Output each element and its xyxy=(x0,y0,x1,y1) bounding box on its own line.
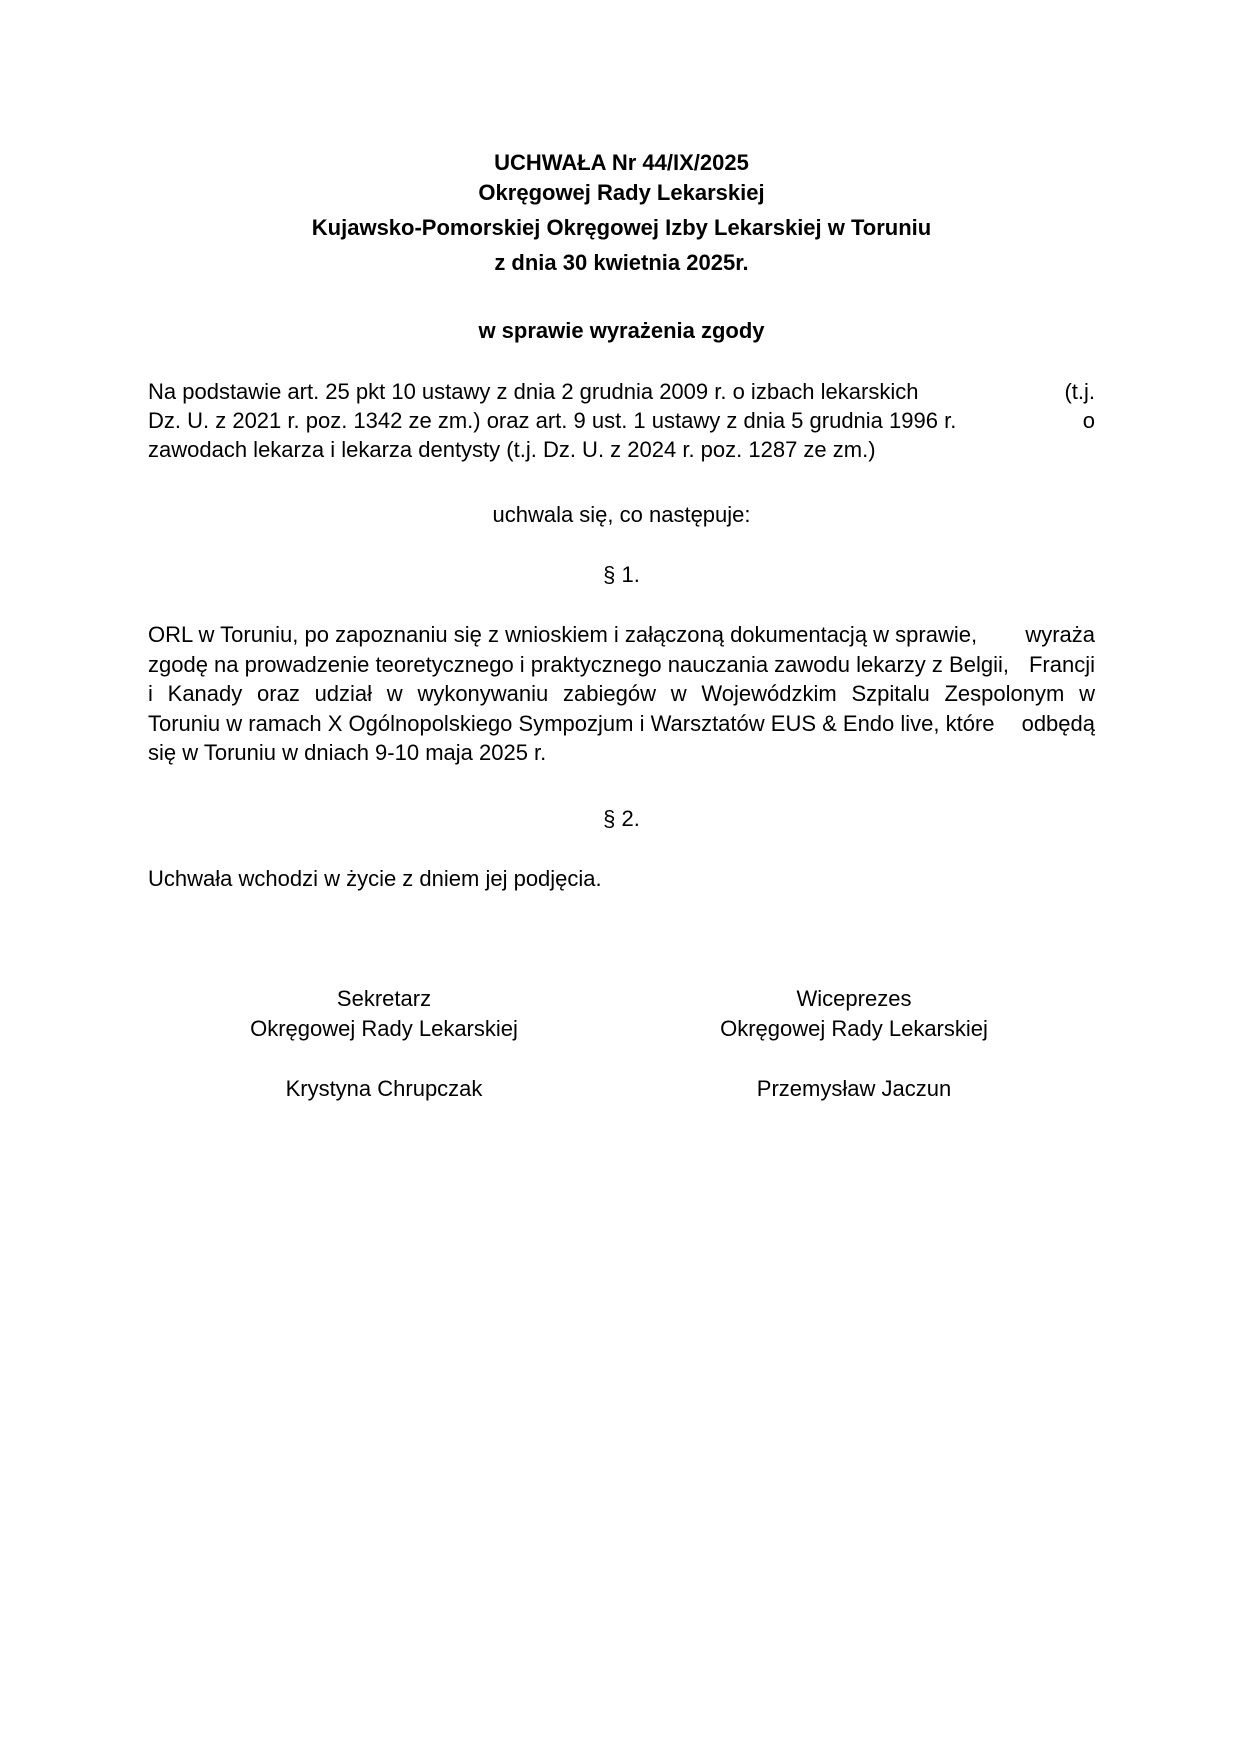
text-span: Szpitalu xyxy=(851,681,930,706)
text-span: w xyxy=(386,681,403,706)
legal-basis xyxy=(148,377,1095,464)
signatory-name: Przemysław Jaczun xyxy=(756,1076,952,1101)
legal-basis-line-1: Na podstawie art. 25 pkt 10 ustawy z dnia 2 grudnia 2009 r. o izbach lekarskich xyxy=(148,379,919,404)
section-1-line xyxy=(148,679,1095,709)
signatory-body: Okręgowej Rady Lekarskiej xyxy=(720,1016,988,1041)
section-1-line xyxy=(148,650,1095,680)
legal-basis-line-1-end: (t.j. xyxy=(1064,379,1095,404)
text-span: Toruniu w ramach X Ogólnopolskiego Sympozjum i Warsztatów EUS & Endo live, które xyxy=(148,710,995,736)
legal-basis-line-2-end: o xyxy=(1082,408,1095,433)
signature-vice-president xyxy=(644,984,1064,1104)
text-span: Zespolonym xyxy=(944,681,1065,706)
section-2-text: Uchwała wchodzi w życie z dniem jej podjęcia. xyxy=(148,866,602,891)
section-1-line xyxy=(148,738,1095,768)
text-span: Kanady xyxy=(167,681,243,706)
text-span: zgodę na prowadzenie teoretycznego i praktycznego nauczania zawodu lekarzy z Belgii, xyxy=(148,651,1009,677)
text-span: w xyxy=(1079,681,1095,706)
text-span: się w Toruniu w dniach 9-10 maja 2025 r. xyxy=(148,740,547,765)
signatory-name: Krystyna Chrupczak xyxy=(285,1076,483,1101)
document-page xyxy=(148,0,1095,1755)
text-span: odbędą xyxy=(1021,710,1095,736)
section-1-mark: § 1. xyxy=(603,562,640,587)
text-span: udział xyxy=(314,681,373,706)
text-span: wyraża xyxy=(1025,622,1095,647)
text-span: zabiegów xyxy=(563,681,656,706)
signatory-role: Sekretarz xyxy=(336,986,432,1011)
legal-basis-line-2: Dz. U. z 2021 r. poz. 1342 ze zm.) oraz art. 9 ust. 1 ustawy z dnia 5 grudnia 1996 r. xyxy=(148,408,957,433)
section-1-line xyxy=(148,709,1095,739)
legal-basis-line-3: zawodach lekarza i lekarza dentysty (t.j. Dz. U. z 2024 r. poz. 1287 ze zm.) xyxy=(148,437,876,462)
resolves-clause: uchwala się, co następuje: xyxy=(492,502,751,527)
chamber-name: Kujawsko-Pomorskiej Okręgowej Izby Lekarskiej w Toruniu xyxy=(311,215,932,240)
text-span: ORL w Toruniu, po zapoznaniu się z wnioskiem i załączoną dokumentacją w sprawie, xyxy=(148,622,978,647)
resolution-number: UCHWAŁA Nr 44/IX/2025 xyxy=(494,150,749,175)
text-span: i xyxy=(148,681,153,706)
text-span: w xyxy=(670,681,687,706)
text-span: Francji xyxy=(1028,651,1095,677)
signature-secretary xyxy=(174,984,594,1104)
text-span: Wojewódzkim xyxy=(701,681,837,706)
section-1-line xyxy=(148,620,1095,650)
text-span: oraz xyxy=(257,681,300,706)
section-2-mark: § 2. xyxy=(603,806,640,831)
issuing-body: Okręgowej Rady Lekarskiej xyxy=(478,180,765,205)
resolution-header xyxy=(148,148,1095,278)
section-1-text xyxy=(148,620,1095,768)
resolution-date: z dnia 30 kwietnia 2025r. xyxy=(494,250,749,275)
resolution-subject: w sprawie wyrażenia zgody xyxy=(478,318,765,343)
signatory-body: Okręgowej Rady Lekarskiej xyxy=(250,1016,518,1041)
text-span: wykonywaniu xyxy=(417,681,549,706)
signatory-role: Wiceprezes xyxy=(796,986,912,1011)
